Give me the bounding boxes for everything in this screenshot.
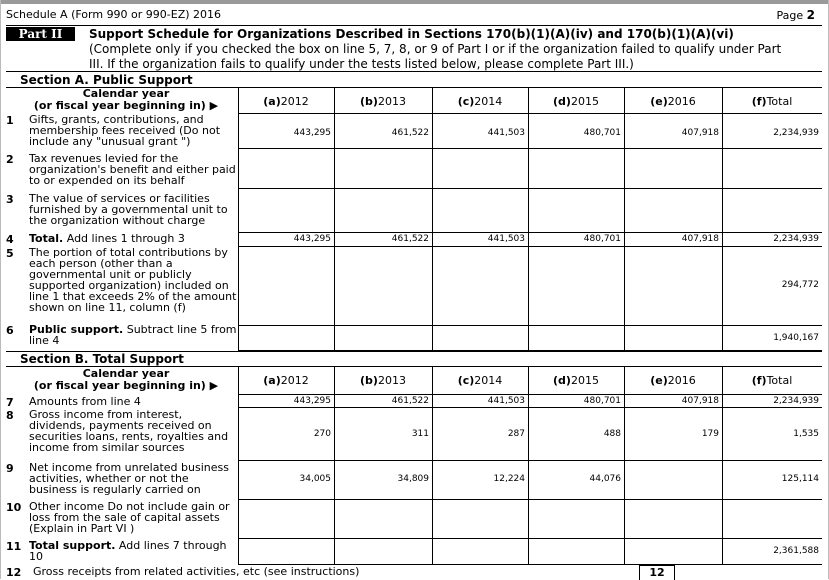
amount-cell: 34,809 xyxy=(397,474,429,484)
line-text: Add lines 1 through 3 xyxy=(63,232,185,245)
column-year: 2014 xyxy=(474,95,503,108)
column-year: Total xyxy=(766,374,793,387)
line-text: Net income from unrelated business activities, whether or not the business is regularly carried on xyxy=(29,461,229,496)
line-description xyxy=(33,566,633,577)
column-header xyxy=(238,374,334,387)
line-description xyxy=(29,193,237,226)
column-letter: (b) xyxy=(360,374,378,387)
line-number: 6 xyxy=(6,324,14,337)
column-letter: (e) xyxy=(650,374,668,387)
column-header xyxy=(528,95,624,108)
column-letter: (d) xyxy=(553,95,571,108)
page-label: Page xyxy=(776,9,804,22)
amount-cell: 2,234,939 xyxy=(773,234,819,244)
grid-horizontal-line xyxy=(238,325,822,326)
column-year: 2012 xyxy=(280,374,309,387)
amount-cell: 407,918 xyxy=(681,396,719,406)
section-b-title: Section B. Total Support xyxy=(20,352,184,366)
amount-cell: 461,522 xyxy=(391,396,429,406)
grid-horizontal-line xyxy=(238,460,822,461)
amount-cell: 488 xyxy=(603,429,621,439)
amount-cell: 480,701 xyxy=(583,234,621,244)
line-text: Other income Do not include gain or loss from the sale of capital assets (Explain in Part VI ) xyxy=(29,500,230,535)
line-number: 12 xyxy=(6,566,22,579)
column-header xyxy=(722,374,822,387)
line-number: 4 xyxy=(6,233,14,246)
line-description xyxy=(29,462,237,495)
column-year: 2012 xyxy=(280,95,309,108)
amount-cell: 311 xyxy=(411,429,429,439)
column-year: 2014 xyxy=(474,374,503,387)
section-a-title: Section A. Public Support xyxy=(20,73,193,87)
column-header xyxy=(432,374,528,387)
line-number: 3 xyxy=(6,193,14,206)
amount-cell: 34,005 xyxy=(299,474,331,484)
line-text: Subtract line 5 from line 4 xyxy=(29,323,237,347)
amount-cell: 44,076 xyxy=(589,474,621,484)
grid-horizontal-line xyxy=(238,113,822,114)
column-header xyxy=(334,95,432,108)
column-letter: (a) xyxy=(263,95,281,108)
column-header xyxy=(528,374,624,387)
amount-cell: 443,295 xyxy=(293,234,331,244)
amount-cell: 2,234,939 xyxy=(773,128,819,138)
line-number: 10 xyxy=(6,501,22,514)
line-text: Amounts from line 4 xyxy=(29,395,141,408)
amount-cell: 480,701 xyxy=(583,396,621,406)
line-description xyxy=(29,324,237,346)
amount-cell: 2,234,939 xyxy=(773,396,819,406)
column-letter: (d) xyxy=(553,374,571,387)
amount-cell: 407,918 xyxy=(681,128,719,138)
line-number: 7 xyxy=(6,396,14,409)
line-description xyxy=(29,114,237,147)
fiscal-year-label: (or fiscal year beginning in) ▶ xyxy=(33,99,219,112)
form-label: Schedule A (Form 990 or 990-EZ) 2016 xyxy=(6,8,222,21)
amount-cell: 125,114 xyxy=(781,474,819,484)
amount-cell: 441,503 xyxy=(487,234,525,244)
amount-cell: 1,940,167 xyxy=(773,333,819,343)
part-rule xyxy=(6,71,822,72)
amount-cell: 461,522 xyxy=(391,128,429,138)
line-number: 5 xyxy=(6,247,14,260)
amount-cell: 441,503 xyxy=(487,396,525,406)
line-description xyxy=(29,409,237,453)
column-year: 2015 xyxy=(570,95,599,108)
line-label-bold: Total support. xyxy=(29,539,116,552)
line-description xyxy=(29,501,237,534)
fiscal-year-label: (or fiscal year beginning in) ▶ xyxy=(33,379,219,392)
line-text: Gross receipts from related activities, etc (see instructions) xyxy=(33,565,360,578)
line-text: The value of services or facilities furnished by a governmental unit to the organization without charge xyxy=(29,192,228,227)
amount-cell: 287 xyxy=(507,429,525,439)
amount-cell: 2,361,588 xyxy=(773,546,819,556)
column-header xyxy=(238,95,334,108)
column-year: Total xyxy=(766,95,793,108)
part-note-line1: (Complete only if you checked the box on line 5, 7, 8, or 9 of Part I or if the organization failed to qualify under Part xyxy=(89,42,782,56)
column-letter: (a) xyxy=(263,374,281,387)
line-description xyxy=(29,396,237,407)
column-letter: (f) xyxy=(751,374,767,387)
line-label-bold: Public support. xyxy=(29,323,124,336)
line-text: Tax revenues levied for the organization's benefit and either paid to or expended on its behalf xyxy=(29,152,236,187)
header-rule xyxy=(6,25,822,26)
column-year: 2013 xyxy=(377,95,406,108)
grid-horizontal-line xyxy=(238,499,822,500)
column-letter: (b) xyxy=(360,95,378,108)
column-year: 2016 xyxy=(667,95,696,108)
amount-cell: 461,522 xyxy=(391,234,429,244)
amount-cell: 443,295 xyxy=(293,396,331,406)
column-header xyxy=(432,95,528,108)
amount-cell: 407,918 xyxy=(681,234,719,244)
amount-cell: 1,535 xyxy=(793,429,819,439)
amount-cell: 179 xyxy=(701,429,719,439)
column-letter: (f) xyxy=(751,95,767,108)
line-description xyxy=(29,540,237,562)
part-title: Support Schedule for Organizations Described in Sections 170(b)(1)(A)(iv) and 170(b)(1)(A)(vi) xyxy=(89,27,734,41)
part-label: Part II xyxy=(6,27,75,41)
amount-cell: 270 xyxy=(313,429,331,439)
line-12-box: 12 xyxy=(639,565,675,580)
line-number: 11 xyxy=(6,540,22,553)
grid-horizontal-line xyxy=(238,407,822,408)
grid-horizontal-line xyxy=(238,148,822,149)
grid-horizontal-line xyxy=(238,188,822,189)
line-description xyxy=(29,153,237,186)
amount-cell: 480,701 xyxy=(583,128,621,138)
amount-cell: 12,224 xyxy=(493,474,525,484)
section-b-calendar-header xyxy=(20,368,232,392)
page-number: 2 xyxy=(806,8,815,22)
amount-cell: 441,503 xyxy=(487,128,525,138)
line-text: Add lines 7 through 10 xyxy=(29,539,227,563)
grid-horizontal-line xyxy=(238,232,822,233)
line-label-bold: Total. xyxy=(29,232,64,245)
part-note-line2: III. If the organization fails to qualify under the tests listed below, please complete Part III.) xyxy=(89,57,634,71)
grid-horizontal-line xyxy=(238,538,822,539)
grid-horizontal-line xyxy=(238,246,822,247)
line-text: The portion of total contributions by each person (other than a governmental unit or publicly supported organization) included on line 1 that exceeds 2% of the amount shown on line 11, column (f) xyxy=(29,246,237,314)
line-description xyxy=(29,233,237,244)
column-header xyxy=(624,95,722,108)
line-number: 9 xyxy=(6,462,14,475)
amount-cell: 443,295 xyxy=(293,128,331,138)
column-header xyxy=(624,374,722,387)
column-year: 2016 xyxy=(667,374,696,387)
column-letter: (e) xyxy=(650,95,668,108)
column-letter: (c) xyxy=(457,374,475,387)
line-description xyxy=(29,247,237,313)
grid-horizontal-line xyxy=(238,394,822,395)
column-letter: (c) xyxy=(457,95,475,108)
calendar-year-label: Calendar year xyxy=(82,87,170,100)
column-header xyxy=(722,95,822,108)
line-number: 1 xyxy=(6,114,14,127)
column-year: 2015 xyxy=(570,374,599,387)
amount-cell: 294,772 xyxy=(781,280,819,290)
column-header xyxy=(334,374,432,387)
line-text: Gross income from interest, dividends, payments received on securities loans, rents, royalties and income from similar sources xyxy=(29,408,229,454)
line-number: 2 xyxy=(6,153,14,166)
line-number: 8 xyxy=(6,409,14,422)
section-a-calendar-header xyxy=(20,88,232,112)
calendar-year-label: Calendar year xyxy=(82,367,170,380)
line-text: Gifts, grants, contributions, and membership fees received (Do not include any "unusual grant ") xyxy=(29,113,221,148)
page-number-label xyxy=(777,8,816,22)
column-year: 2013 xyxy=(377,374,406,387)
